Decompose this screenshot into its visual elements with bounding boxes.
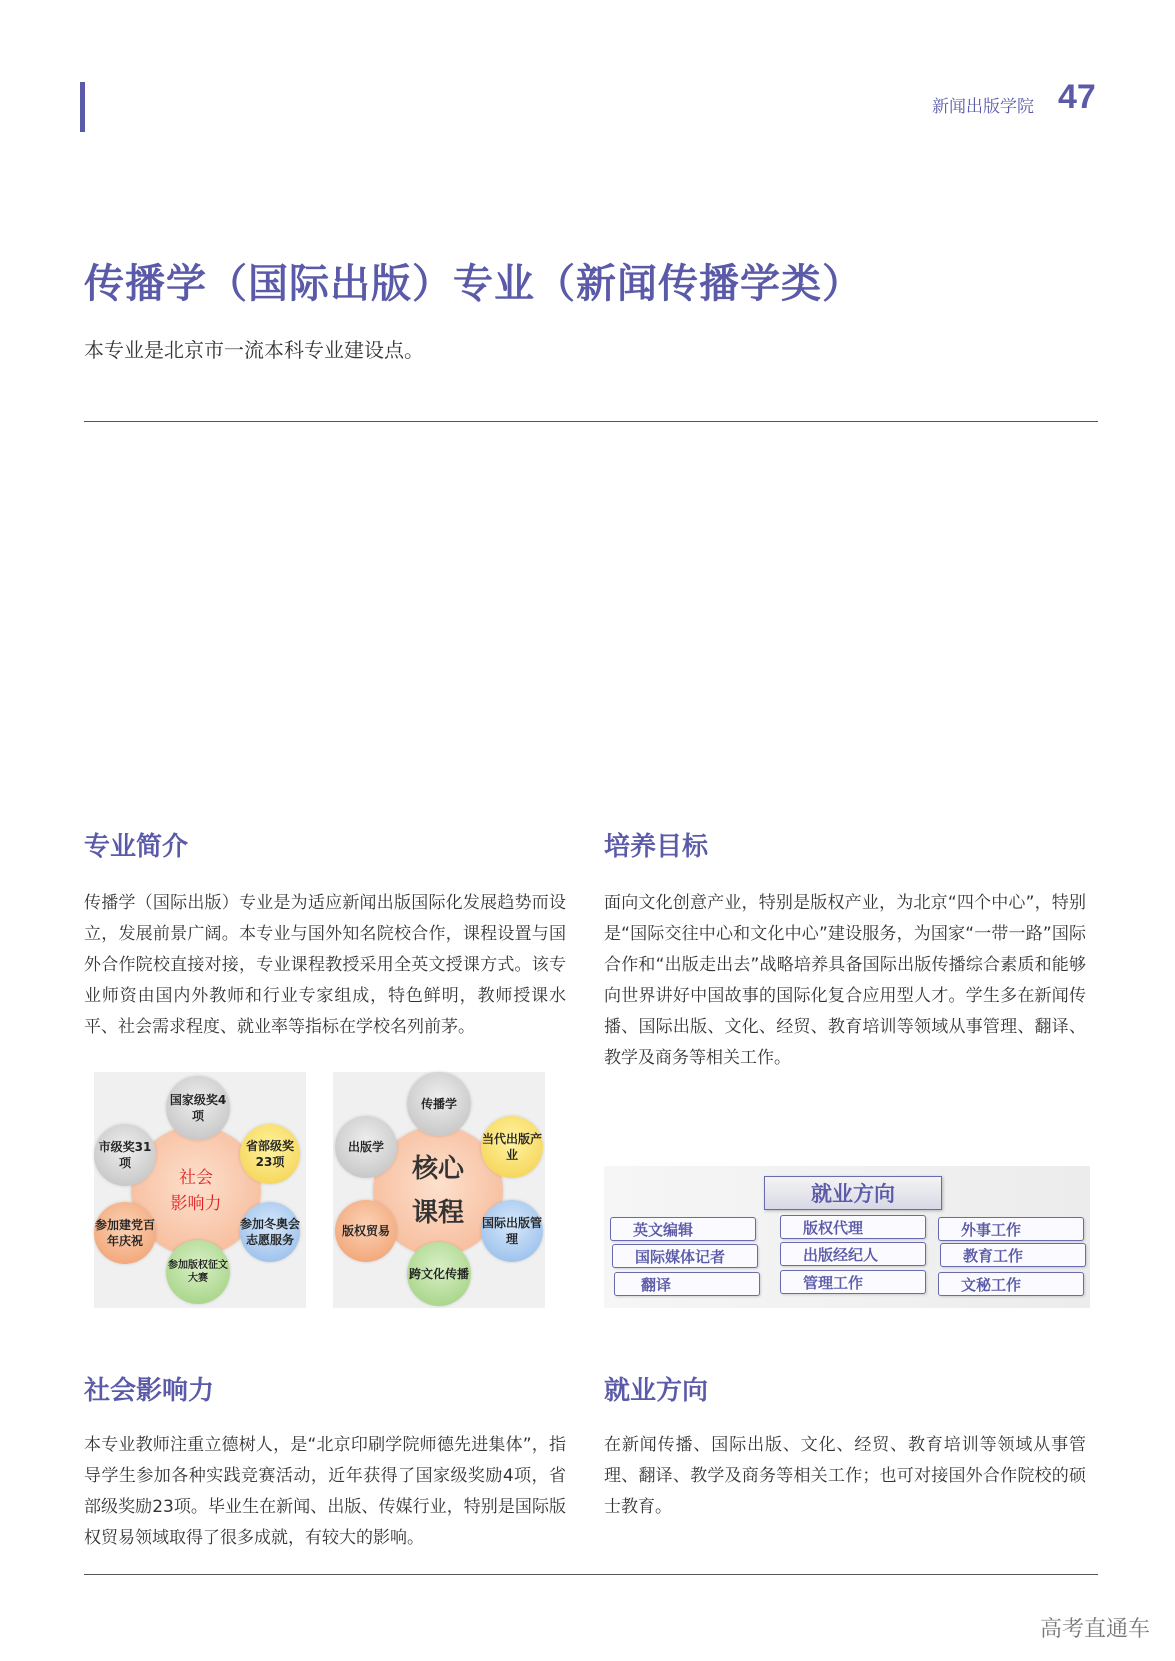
job-copyright-agent: 版权代理 xyxy=(780,1215,926,1239)
courses-node-industry: 当代出版产业 xyxy=(481,1116,543,1178)
employment-heading: 就业方向 xyxy=(604,1376,709,1406)
influence-node-provincial: 省部级奖23项 xyxy=(240,1124,300,1184)
influence-node-party: 参加建党百年庆祝 xyxy=(94,1202,156,1264)
courses-diagram xyxy=(333,1072,545,1308)
job-media-reporter: 国际媒体记者 xyxy=(612,1244,758,1268)
divider-top xyxy=(84,421,1098,422)
page-title: 传播学（国际出版）专业（新闻传播学类） xyxy=(84,261,863,307)
courses-node-publishing: 出版学 xyxy=(335,1116,397,1178)
influence-center-line1: 社会 xyxy=(179,1168,213,1188)
job-publishing-broker: 出版经纪人 xyxy=(780,1242,926,1266)
employment-diagram xyxy=(604,1166,1090,1308)
goals-text: 面向文化创意产业，特别是版权产业，为北京“四个中心”，特别是“国际交往中心和文化中心”建设服务，为国家“一带一路”国际合作和“出版走出去”战略培养具备国际出版传播综合素质和能够向世界讲好中国故事的国际化复合应用型人才。学生多在新闻传播、国际出版、文化、经贸、教育培训等领域从事管理、翻译、教学及商务等相关工作。 xyxy=(604,893,1086,1068)
influence-node-olympics: 参加冬奥会志愿服务 xyxy=(240,1202,300,1262)
watermark: 高考直通车 xyxy=(1040,1617,1151,1642)
influence-diagram xyxy=(94,1072,306,1308)
intro-text: 传播学（国际出版）专业是为适应新闻出版国际化发展趋势而设立，发展前景广阔。本专业与国外知名院校合作，课程设置与国外合作院校直接对接，专业课程教授采用全英文授课方式。该专业师资由国内外教师和行业专家组成，特色鲜明，教师授课水平、社会需求程度、就业率等指标在学校名列前茅。 xyxy=(84,893,566,1037)
goals-heading: 培养目标 xyxy=(604,832,709,862)
job-education: 教育工作 xyxy=(940,1243,1086,1267)
job-secretary: 文秘工作 xyxy=(938,1272,1084,1296)
job-foreign-affairs: 外事工作 xyxy=(938,1217,1084,1241)
employment-text: 在新闻传播、国际出版、文化、经贸、教育培训等领域从事管理、翻译、教学及商务等相关工作；也可对接国外合作院校的硕士教育。 xyxy=(604,1435,1086,1517)
courses-node-management: 国际出版管理 xyxy=(481,1200,543,1262)
header-accent-bar xyxy=(80,82,85,132)
influence-node-national: 国家级奖4项 xyxy=(166,1076,230,1140)
courses-node-crosscultural: 跨文化传播 xyxy=(407,1242,471,1306)
influence-text: 本专业教师注重立德树人，是“北京印刷学院师德先进集体”，指导学生参加各种实践竞赛活动，近年获得了国家级奖励4项，省部级奖励23项。毕业生在新闻、出版、传媒行业，特别是国际版权贸易领域取得了很多成就，有较大的影响。 xyxy=(84,1435,566,1548)
job-management: 管理工作 xyxy=(780,1270,926,1294)
page-subtitle: 本专业是北京市一流本科专业建设点。 xyxy=(84,338,424,362)
courses-node-communication: 传播学 xyxy=(407,1072,471,1136)
influence-center-line2: 影响力 xyxy=(170,1194,222,1214)
job-translator: 翻译 xyxy=(614,1272,760,1296)
divider-bottom xyxy=(84,1574,1098,1575)
header-college-name: 新闻出版学院 xyxy=(932,97,1034,117)
influence-node-municipal: 市级奖31项 xyxy=(94,1124,156,1186)
employment-diagram-title: 就业方向 xyxy=(764,1176,942,1210)
courses-center-line1: 核心 xyxy=(411,1154,464,1184)
job-english-editor: 英文编辑 xyxy=(610,1217,756,1241)
influence-node-essay: 参加版权征文大赛 xyxy=(166,1240,230,1304)
courses-node-copyright: 版权贸易 xyxy=(335,1200,397,1262)
page-number: 47 xyxy=(1058,78,1096,116)
intro-heading: 专业简介 xyxy=(84,832,189,862)
courses-center-line2: 课程 xyxy=(411,1198,464,1228)
influence-heading: 社会影响力 xyxy=(84,1376,215,1406)
